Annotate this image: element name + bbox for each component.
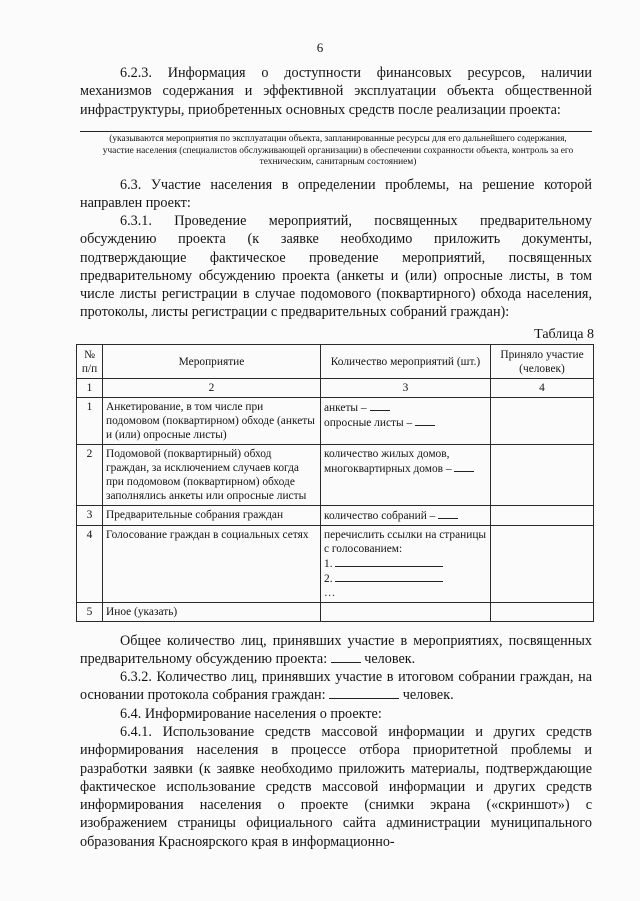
event-name: Анкетирование, в том числе при подомовом (поквартирном) обходе (анкеты и (или) опросные листы)	[103, 398, 321, 445]
header-number: № п/п	[77, 345, 103, 379]
col-number: 2	[103, 379, 321, 398]
table-row	[77, 398, 594, 445]
col-number: 4	[491, 379, 594, 398]
table-row	[77, 526, 594, 603]
header-participants: Приняло участие (человек)	[491, 345, 594, 379]
section-6-3: 6.3. Участие населения в определении проблемы, на решение которой направлен проект:	[80, 177, 592, 212]
event-name: Предварительные собрания граждан	[103, 506, 321, 526]
table-numbering-row	[77, 379, 594, 398]
header-event: Мероприятие	[103, 345, 321, 379]
row-number: 5	[77, 603, 103, 622]
total-participants: Общее количество лиц, принявших участие в мероприятиях, посвященных предварительному обсуждению проекта: человек.	[80, 633, 592, 668]
col-number: 1	[77, 379, 103, 398]
event-name: Подомовой (поквартирный) обход граждан, за исключением случаев когда при подомовом (поквартирном) обходе заполнялись анкеты или опросные листы	[103, 445, 321, 506]
col-number: 3	[321, 379, 491, 398]
table-row	[77, 603, 594, 622]
row-number: 1	[77, 398, 103, 445]
row-number: 2	[77, 445, 103, 506]
participants-cell	[491, 506, 594, 526]
section-6-3-1: 6.3.1. Проведение мероприятий, посвященных предварительному обсуждению проекта (к заявке необходимо приложить документы, подтверждающие фактическое проведение мероприятий, посвященных предварительному обсуждению проекта (анкеты и (или) опросные листы, в том числе листы регистрации в случае подомового (поквартирного) обхода населения, протоколы, листы регистрации с предварительных собраний граждан):	[80, 213, 592, 321]
row-number: 3	[77, 506, 103, 526]
section-6-2-3: 6.2.3. Информация о доступности финансовых ресурсов, наличии механизмов содержания и эффективной эксплуатации объекта общественной инфраструктуры, приобретенных основных средств после реализации проекта:	[80, 65, 592, 118]
fill-in-line	[80, 131, 592, 132]
row-number: 4	[77, 526, 103, 603]
table-caption: Таблица 8	[534, 327, 594, 342]
event-name: Голосование граждан в социальных сетях	[103, 526, 321, 603]
participants-cell	[491, 445, 594, 506]
section-6-3-2: 6.3.2. Количество лиц, принявших участие в итоговом собрании граждан, на основании протокола собрания граждан: человек.	[80, 669, 592, 704]
table-row	[77, 506, 594, 526]
event-count: количество собраний –	[321, 506, 491, 526]
participants-cell	[491, 603, 594, 622]
event-count: перечислить ссылки на страницы с голосованием: 1. 2. …	[321, 526, 491, 603]
event-count: количество жилых домов, многоквартирных домов –	[321, 445, 491, 506]
table-row	[77, 445, 594, 506]
table-header-row	[77, 345, 594, 379]
events-table	[76, 344, 594, 622]
event-count	[321, 603, 491, 622]
event-name: Иное (указать)	[103, 603, 321, 622]
note-6-2-3: (указываются мероприятия по эксплуатации объекта, запланированные ресурсы для его дальнейшего содержания, участие населения (специалистов обслуживающей организации) в обеспечении сохранности объекта, контроль за его техническим, санитарным состоянием)	[102, 134, 574, 167]
page-number: 6	[316, 40, 324, 55]
participants-cell	[491, 526, 594, 603]
section-6-4-1: 6.4.1. Использование средств массовой информации и других средств информирования населения в процессе отбора приоритетной проблемы и разработки заявки (к заявке необходимо приложить материалы, подтверждающие фактическое использование средств массовой информации и других средств информирования населения о проекте (снимки экрана («скриншот») с изображением страницы официального сайта администрации муниципального образования Красноярского края в информационно-	[80, 724, 592, 850]
event-count: анкеты – опросные листы –	[321, 398, 491, 445]
section-6-4: 6.4. Информирование населения о проекте:	[120, 706, 382, 722]
header-count: Количество мероприятий (шт.)	[321, 345, 491, 379]
participants-cell	[491, 398, 594, 445]
